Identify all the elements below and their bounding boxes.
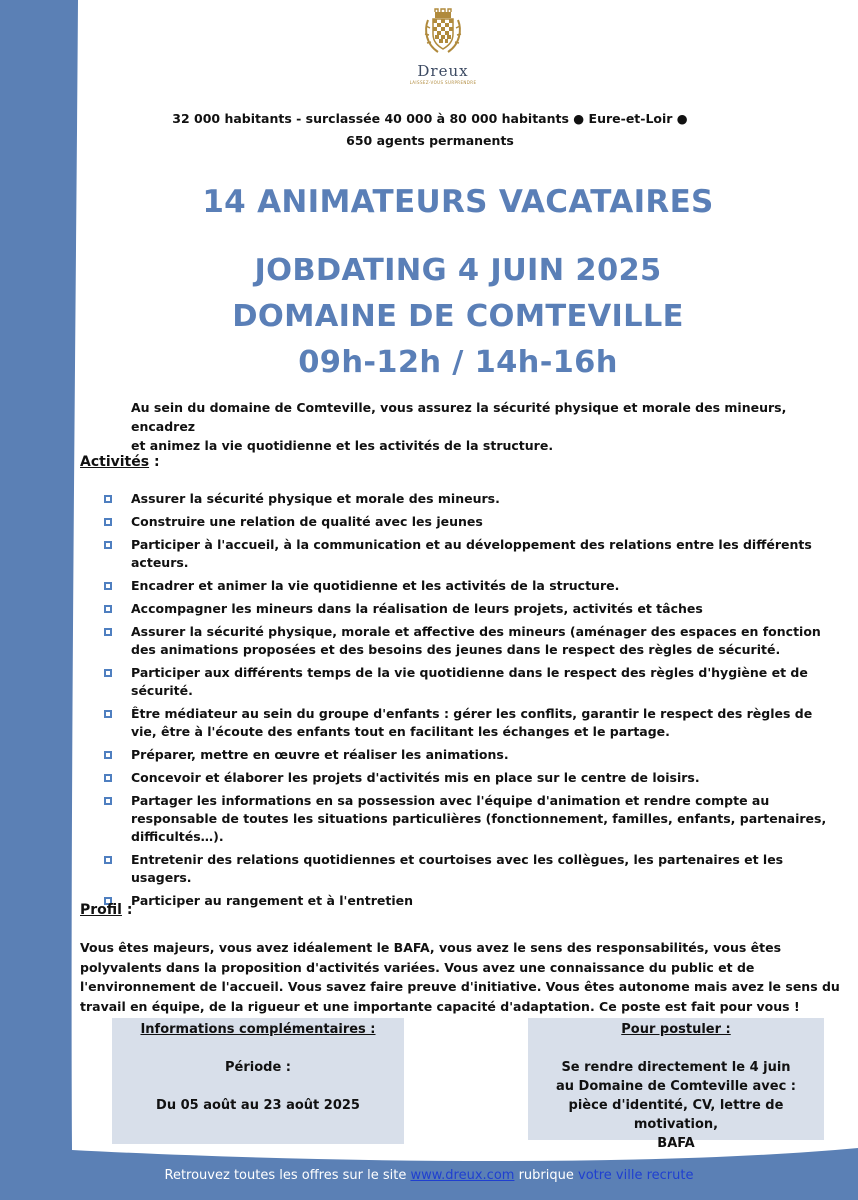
activity-item <box>103 536 838 572</box>
website-link[interactable]: www.dreux.com <box>410 1168 515 1183</box>
activity-item <box>103 623 838 659</box>
activities-label: Activités <box>80 454 150 470</box>
info-box-title: Informations complémentaires : <box>140 1022 376 1037</box>
activity-text: Partager les informations en sa possession avec l'équipe d'animation et rendre compte au responsable de toutes les situations particulières (fonctionnement, familles, enfants, partenaires, difficultés…). <box>131 793 827 844</box>
activities-colon: : <box>149 454 160 470</box>
job-summary <box>80 398 840 455</box>
activity-text: Concevoir et élaborer les projets d'activités mis en place sur le centre de loisirs. <box>131 770 700 785</box>
activity-item <box>103 851 838 887</box>
intro-line-1: 32 000 habitants - surclassée 40 000 à 80 000 habitants ● Eure-et-Loir ● <box>172 111 688 126</box>
event-hours: 09h-12h / 14h-16h <box>298 345 618 380</box>
apply-line-2: au Domaine de Comteville avec : <box>555 1079 797 1094</box>
logo-wordmark: Dreux <box>417 62 469 80</box>
apply-line-1: Se rendre directement le 4 juin <box>561 1060 791 1075</box>
activity-item <box>103 664 838 700</box>
activity-item <box>103 600 838 618</box>
profil-description: Vous êtes majeurs, vous avez idéalement le BAFA, vous avez le sens des responsabilités, vous êtes polyvalents dans la proposition d'activités variées. Vous avez une connaissance du public et de l'environnement de l'accueil. Vous savez faire preuve d'initiative. Vous êtes autonome mais avez le sens du travail en équipe, de la rigueur et une importante capacité d'adaptation. Ce poste est fait pour vous ! <box>80 940 840 1014</box>
intro-line-2: 650 agents permanents <box>346 133 514 148</box>
apply-line-3: pièce d'identité, CV, lettre de motivation, <box>568 1098 784 1132</box>
activity-text: Être médiateur au sein du groupe d'enfants : gérer les conflits, garantir le respect des règles de vie, être à l'écoute des enfants tout en facilitant les échanges et le partage. <box>131 706 813 739</box>
job-title: 14 ANIMATEURS VACATAIRES <box>202 184 714 220</box>
period-value: Du 05 août au 23 août 2025 <box>156 1098 360 1113</box>
square-bullet-icon <box>104 518 112 526</box>
summary-line-2: et animez la vie quotidienne et les activités de la structure. <box>131 438 554 453</box>
apply-box <box>528 1018 824 1151</box>
activity-item <box>103 513 838 531</box>
logo <box>408 8 478 85</box>
square-bullet-icon <box>104 628 112 636</box>
activity-text: Participer au rangement et à l'entretien <box>131 893 413 908</box>
coat-of-arms-icon <box>422 8 464 58</box>
square-bullet-icon <box>104 582 112 590</box>
square-bullet-icon <box>104 774 112 782</box>
activity-text: Participer à l'accueil, à la communication et au développement des relations entre les différents acteurs. <box>131 537 812 570</box>
activity-item <box>103 577 838 595</box>
city-intro <box>110 108 750 152</box>
activity-item <box>103 705 838 741</box>
activity-text: Accompagner les mineurs dans la réalisation de leurs projets, activités et tâches <box>131 601 703 616</box>
event-date: JOBDATING 4 JUIN 2025 <box>254 253 662 288</box>
square-bullet-icon <box>104 856 112 864</box>
activity-item <box>103 792 838 846</box>
activity-item <box>103 490 838 508</box>
activity-text: Encadrer et animer la vie quotidienne et les activités de la structure. <box>131 578 620 593</box>
profil-colon: : <box>121 902 133 918</box>
activity-text: Participer aux différents temps de la vie quotidienne dans le respect des règles d'hygiène et de sécurité. <box>131 665 808 698</box>
activity-text: Assurer la sécurité physique, morale et affective des mineurs (aménager des espaces en fonction des animations proposées et des besoins des jeunes dans le respect des règles de sécurité. <box>131 624 821 657</box>
footer-prefix: Retrouvez toutes les offres sur le site <box>164 1168 411 1183</box>
square-bullet-icon <box>104 495 112 503</box>
event-location: DOMAINE DE COMTEVILLE <box>232 299 684 334</box>
square-bullet-icon <box>104 541 112 549</box>
activity-text: Assurer la sécurité physique et morale des mineurs. <box>131 491 500 506</box>
info-box <box>112 1018 404 1144</box>
event-details <box>90 248 826 386</box>
activity-text: Construire une relation de qualité avec les jeunes <box>131 514 483 529</box>
square-bullet-icon <box>104 797 112 805</box>
square-bullet-icon <box>104 605 112 613</box>
square-bullet-icon <box>104 669 112 677</box>
square-bullet-icon <box>104 710 112 718</box>
activity-text: Préparer, mettre en œuvre et réaliser les animations. <box>131 747 509 762</box>
summary-line-1: Au sein du domaine de Comteville, vous assurez la sécurité physique et morale des mineurs, encadrez <box>131 400 787 434</box>
logo-tagline: LAISSEZ-VOUS SURPRENDRE <box>409 80 477 85</box>
apply-box-title: Pour postuler : <box>621 1022 731 1037</box>
activity-item <box>103 769 838 787</box>
activities-heading <box>80 454 160 470</box>
profil-heading <box>80 902 132 918</box>
period-label: Période : <box>225 1060 291 1075</box>
apply-line-4: BAFA <box>657 1136 695 1151</box>
activity-text: Entretenir des relations quotidiennes et courtoises avec les collègues, les partenaires et les usagers. <box>131 852 784 885</box>
activity-item <box>103 892 838 910</box>
activity-item <box>103 746 838 764</box>
square-bullet-icon <box>104 751 112 759</box>
footer <box>0 1168 858 1183</box>
footer-middle: rubrique <box>514 1168 578 1183</box>
profil-label: Profil <box>80 902 122 918</box>
footer-section: votre ville recrute <box>578 1168 694 1183</box>
activities-list <box>103 490 838 915</box>
